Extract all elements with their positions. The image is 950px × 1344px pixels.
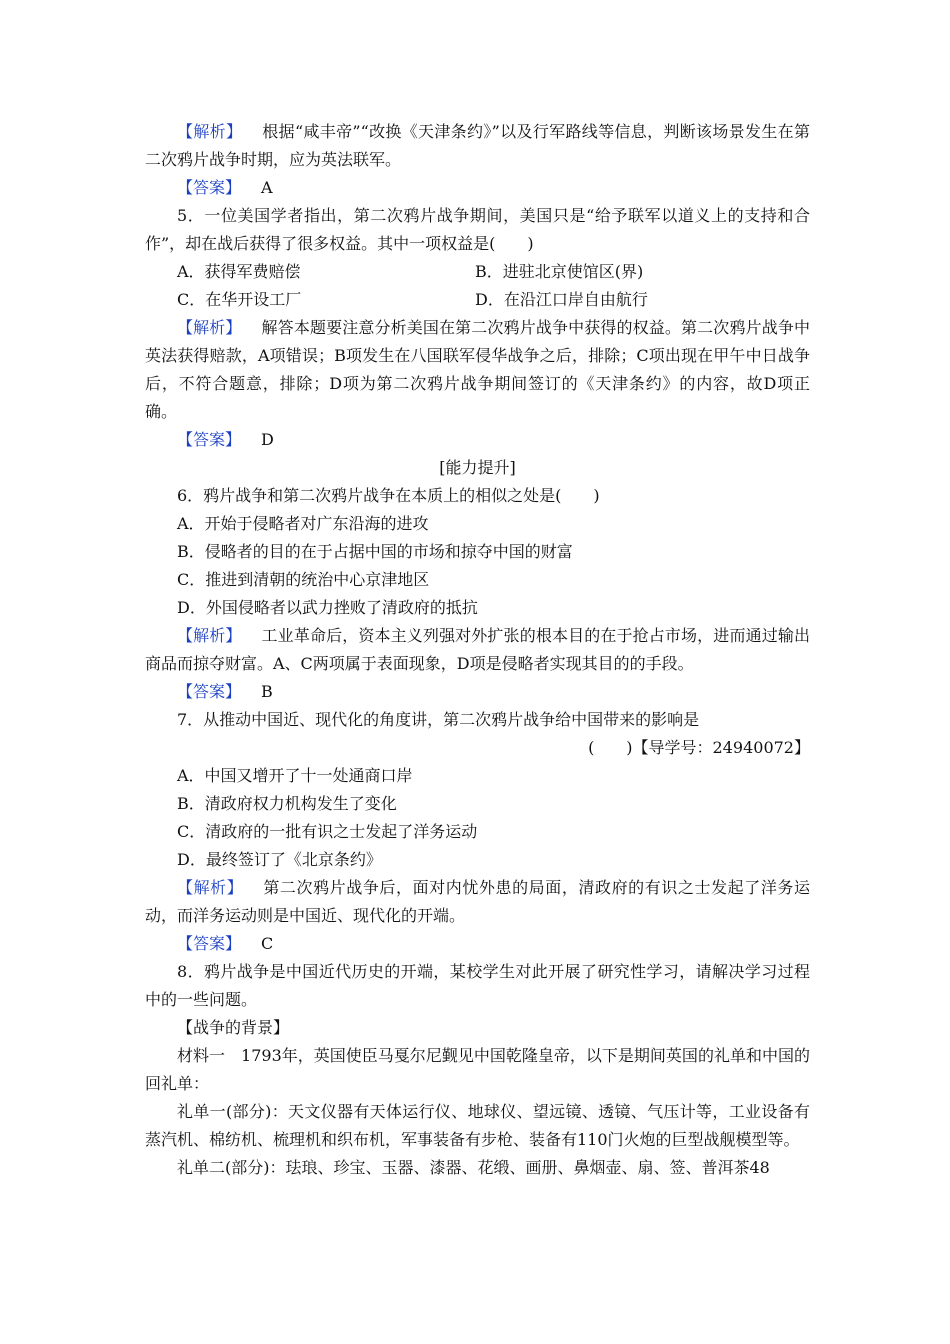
analysis-label: 【解析】 [177, 318, 242, 337]
answer-label: 【答案】 [177, 682, 242, 701]
answer-paragraph [145, 426, 810, 454]
analysis-paragraph [145, 874, 810, 930]
analysis-label: 【解析】 [177, 878, 244, 897]
subheading-background: 【战争的背景】 [177, 1018, 290, 1037]
question-5: 5．一位美国学者指出，第二次鸦片战争期间，美国只是“给予联军以道义上的支持和合作”，却在战后获得了很多权益。其中一项权益是( ) [145, 206, 810, 253]
question-5-options-row-2 [145, 286, 810, 314]
analysis-text: 解答本题要注意分析美国在第二次鸦片战争中获得的权益。第二次鸦片战争中英法获得赔款，A项错误；B项发生在八国联军侵华战争之后，排除；C项出现在甲午中日战争后，不符合题意，排除；D项为第二次鸦片战争期间签订的《天津条约》的内容，故D项正确。 [145, 318, 810, 421]
analysis-paragraph [145, 314, 810, 426]
option-c: C．推进到清朝的统治中心京津地区 [177, 570, 430, 589]
answer-text: B [261, 682, 273, 701]
material-one: 材料一 1793年，英国使臣马戛尔尼觐见中国乾隆皇帝，以下是期间英国的礼单和中国的回礼单： [145, 1046, 810, 1093]
option-d: D．外国侵略者以武力挫败了清政府的抵抗 [177, 598, 478, 617]
option-d: D．在沿江口岸自由航行 [475, 290, 648, 309]
answer-paragraph [145, 678, 810, 706]
answer-label: 【答案】 [177, 178, 242, 197]
document-page [145, 118, 810, 1182]
analysis-paragraph [145, 118, 810, 174]
answer-label: 【答案】 [177, 934, 242, 953]
option-b: B．清政府权力机构发生了变化 [177, 794, 397, 813]
option-b: B．进驻北京使馆区(界) [475, 262, 644, 281]
option-a: A．获得军费赔偿 [177, 262, 301, 281]
analysis-label: 【解析】 [177, 122, 243, 141]
analysis-text: 第二次鸦片战争后，面对内忧外患的局面，清政府的有识之士发起了洋务运动，而洋务运动则是中国近、现代化的开端。 [145, 878, 810, 925]
analysis-paragraph [145, 622, 810, 678]
analysis-text: 工业革命后，资本主义列强对外扩张的根本目的在于抢占市场，进而通过输出商品而掠夺财富。A、C两项属于表面现象，D项是侵略者实现其目的的手段。 [145, 626, 810, 673]
section-heading: [能力提升] [439, 458, 516, 477]
answer-text: C [261, 934, 274, 953]
question-7: 7．从推动中国近、现代化的角度讲，第二次鸦片战争给中国带来的影响是 [177, 710, 700, 729]
option-a: A．中国又增开了十一处通商口岸 [177, 766, 413, 785]
analysis-label: 【解析】 [177, 626, 242, 645]
option-c: C．清政府的一批有识之士发起了洋务运动 [177, 822, 478, 841]
gift-list-one: 礼单一(部分)：天文仪器有天体运行仪、地球仪、望远镜、透镜、气压计等，工业设备有蒸汽机、棉纺机、梳理机和织布机，军事装备有步枪、装备有110门火炮的巨型战舰模型等。 [145, 1102, 810, 1149]
question-6: 6．鸦片战争和第二次鸦片战争在本质上的相似之处是( ) [177, 486, 600, 505]
gift-list-two: 礼单二(部分)：珐琅、珍宝、玉器、漆器、花缎、画册、鼻烟壶、扇、签、普洱茶48 [177, 1158, 770, 1177]
answer-label: 【答案】 [177, 430, 242, 449]
question-7-reference: ( )【导学号：24940072】 [588, 738, 810, 757]
question-8: 8．鸦片战争是中国近代历史的开端，某校学生对此开展了研究性学习，请解决学习过程中的一些问题。 [145, 962, 810, 1009]
option-c: C．在华开设工厂 [177, 290, 302, 309]
option-d: D．最终签订了《北京条约》 [177, 850, 382, 869]
option-b: B．侵略者的目的在于占据中国的市场和掠夺中国的财富 [177, 542, 573, 561]
answer-text: D [261, 430, 274, 449]
option-a: A．开始于侵略者对广东沿海的进攻 [177, 514, 429, 533]
question-5-options-row-1 [145, 258, 810, 286]
answer-text: A [261, 178, 273, 197]
analysis-text: 根据“咸丰帝”“改换《天津条约》”以及行军路线等信息，判断该场景发生在第二次鸦片战争时期，应为英法联军。 [145, 122, 810, 169]
answer-paragraph [145, 174, 810, 202]
answer-paragraph [145, 930, 810, 958]
